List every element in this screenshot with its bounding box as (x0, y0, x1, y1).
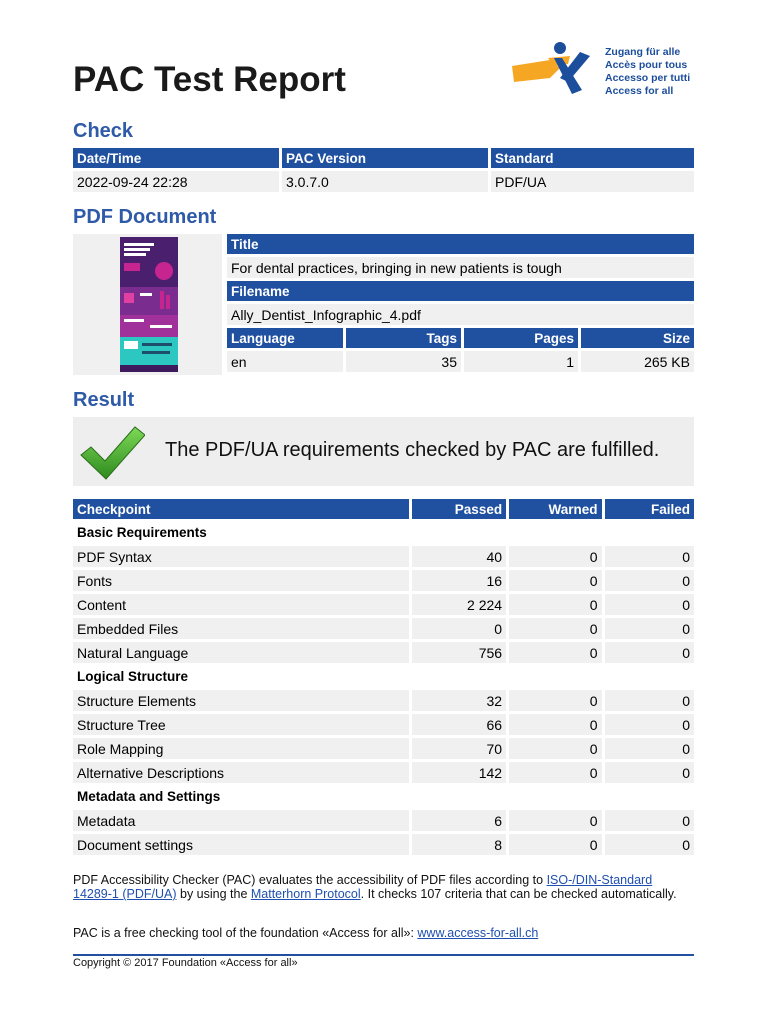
checkpoint-group-row (73, 522, 694, 543)
warned-count: 0 (509, 810, 601, 831)
failed-count: 0 (605, 642, 694, 663)
check-header-standard: Standard (491, 148, 694, 168)
passed-count: 142 (412, 762, 506, 783)
table-row (73, 690, 694, 711)
passed-count: 32 (412, 690, 506, 711)
passed-count: 70 (412, 738, 506, 759)
warned-count: 0 (509, 546, 601, 567)
check-table (70, 145, 697, 195)
failed-count: 0 (605, 738, 694, 759)
warned-header: Warned (509, 499, 601, 519)
footer-text-2a: PAC is a free checking tool of the foundation «Access for all»: (73, 926, 418, 940)
language-label: Language (227, 328, 343, 348)
passed-count: 40 (412, 546, 506, 567)
failed-count: 0 (605, 618, 694, 639)
failed-header: Failed (605, 499, 694, 519)
checkpoint-name: Content (73, 594, 409, 615)
document-thumbnail (73, 234, 222, 375)
size-value: 265 KB (581, 351, 694, 372)
failed-count: 0 (605, 546, 694, 567)
failed-count: 0 (605, 690, 694, 711)
pdf-document-heading: PDF Document (73, 206, 217, 228)
logo-tagline (605, 46, 696, 98)
tags-value: 35 (346, 351, 461, 372)
checkpoint-group-name: Metadata and Settings (73, 786, 694, 807)
warned-count: 0 (509, 762, 601, 783)
title-value: For dental practices, bringing in new patients is tough (227, 257, 694, 278)
checkpoint-group-row (73, 666, 694, 687)
table-row (73, 762, 694, 783)
warned-count: 0 (509, 642, 601, 663)
checkpoint-name: Natural Language (73, 642, 409, 663)
footer-text-1b: by using the (176, 887, 251, 901)
checkpoint-group-name: Logical Structure (73, 666, 694, 687)
logo-line-de: Zugang für alle (605, 46, 681, 58)
table-row (73, 570, 694, 591)
passed-header: Passed (412, 499, 506, 519)
title-label: Title (227, 234, 694, 254)
passed-count: 756 (412, 642, 506, 663)
checkpoint-name: Structure Elements (73, 690, 409, 711)
warned-count: 0 (509, 570, 601, 591)
table-row (73, 810, 694, 831)
passed-count: 2 224 (412, 594, 506, 615)
passed-count: 0 (412, 618, 506, 639)
warned-count: 0 (509, 594, 601, 615)
logo-line-en: Access for all (605, 85, 674, 97)
warned-count: 0 (509, 738, 601, 759)
check-value-version: 3.0.7.0 (282, 171, 488, 192)
copyright: Copyright © 2017 Foundation «Access for all» (73, 957, 298, 969)
warned-count: 0 (509, 618, 601, 639)
checkpoints-table (70, 496, 697, 858)
checkpoint-name: Document settings (73, 834, 409, 855)
logo-line-fr: Accès pour tous (605, 59, 688, 71)
passed-count: 66 (412, 714, 506, 735)
failed-count: 0 (605, 714, 694, 735)
checkpoint-name: Embedded Files (73, 618, 409, 639)
page-title: PAC Test Report (73, 60, 346, 99)
access-for-all-logo-icon (510, 38, 605, 98)
check-header-datetime: Date/Time (73, 148, 279, 168)
checkpoint-name: Metadata (73, 810, 409, 831)
checkpoint-name: Structure Tree (73, 714, 409, 735)
result-message: The PDF/UA requirements checked by PAC are fulfilled. (165, 439, 660, 461)
checkpoints-body (73, 522, 694, 855)
check-header-version: PAC Version (282, 148, 488, 168)
checkpoint-group-name: Basic Requirements (73, 522, 694, 543)
matterhorn-protocol-link[interactable]: Matterhorn Protocol (250, 887, 361, 901)
check-value-datetime: 2022-09-24 22:28 (73, 171, 279, 192)
table-row (73, 738, 694, 759)
check-value-standard: PDF/UA (491, 171, 694, 192)
failed-count: 0 (605, 834, 694, 855)
failed-count: 0 (605, 762, 694, 783)
checkpoint-name: Role Mapping (73, 738, 409, 759)
filename-label: Filename (227, 281, 694, 301)
language-value: en (227, 351, 343, 372)
logo-line-it: Accesso per tutti (605, 72, 691, 84)
footer-text-1a: PDF Accessibility Checker (PAC) evaluates the accessibility of PDF files according to (73, 873, 547, 887)
checkpoint-header: Checkpoint (73, 499, 409, 519)
tags-label: Tags (346, 328, 461, 348)
result-box (73, 417, 694, 486)
footer-description (73, 873, 694, 901)
pages-label: Pages (464, 328, 578, 348)
pages-value: 1 (464, 351, 578, 372)
checkpoint-group-row (73, 786, 694, 807)
footer-divider (73, 954, 694, 956)
checkpoint-name: Alternative Descriptions (73, 762, 409, 783)
warned-count: 0 (509, 714, 601, 735)
table-row (73, 594, 694, 615)
table-row (73, 642, 694, 663)
access-for-all-logo (510, 38, 696, 98)
failed-count: 0 (605, 810, 694, 831)
table-row (73, 618, 694, 639)
result-heading: Result (73, 389, 135, 411)
access-for-all-link[interactable]: www.access-for-all.ch (417, 926, 539, 940)
iso-standard-link[interactable]: ISO-/DIN-Standard 14289-1 (PDF/UA) (73, 873, 653, 901)
passed-count: 6 (412, 810, 506, 831)
footer-free-tool (73, 926, 694, 940)
table-row (73, 834, 694, 855)
check-heading: Check (73, 120, 134, 142)
infographic-thumbnail-image (120, 237, 178, 372)
filename-value: Ally_Dentist_Infographic_4.pdf (227, 304, 694, 325)
warned-count: 0 (509, 690, 601, 711)
footer-text-1c: . It checks 107 criteria that can be checked automatically. (360, 887, 677, 901)
failed-count: 0 (605, 570, 694, 591)
failed-count: 0 (605, 594, 694, 615)
size-label: Size (581, 328, 694, 348)
checkmark-icon (79, 423, 145, 481)
passed-count: 16 (412, 570, 506, 591)
warned-count: 0 (509, 834, 601, 855)
passed-count: 8 (412, 834, 506, 855)
checkpoint-name: Fonts (73, 570, 409, 591)
pdf-info-table (224, 231, 697, 375)
checkpoint-name: PDF Syntax (73, 546, 409, 567)
table-row (73, 546, 694, 567)
table-row (73, 714, 694, 735)
